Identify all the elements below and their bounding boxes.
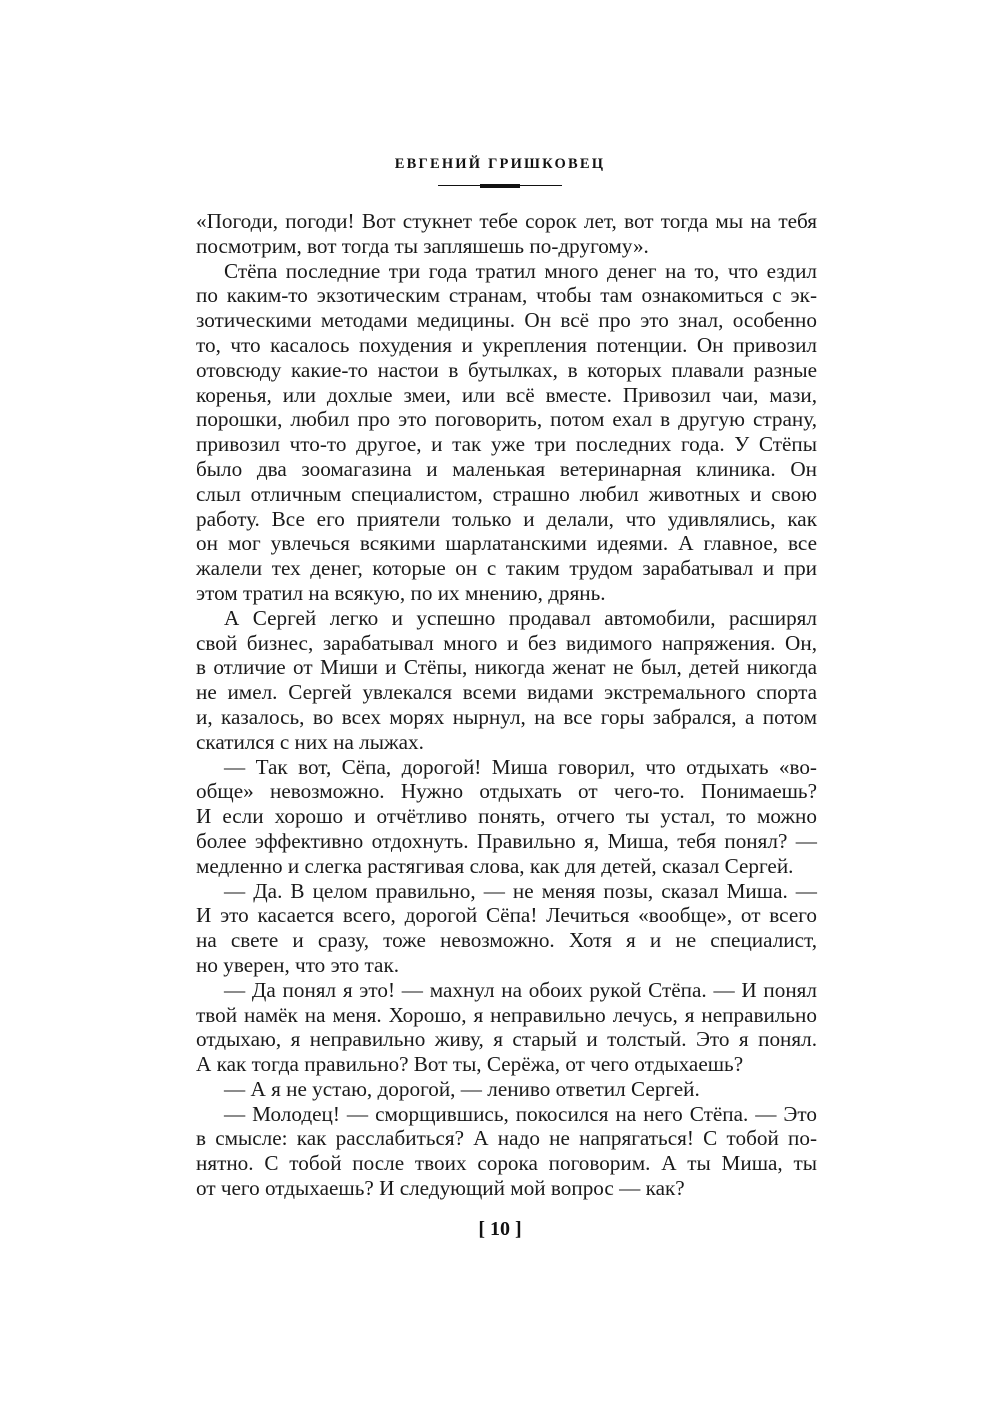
text-line: в отличие от Миши и Стёпы, никогда женат не был, детей никогда [196, 655, 817, 680]
text-line: посмотрим, вот тогда ты запляшешь по-другому». [196, 233, 649, 258]
paragraph [196, 1102, 817, 1201]
header-rule [438, 182, 562, 190]
paragraph [196, 606, 817, 755]
text-line: коренья, или дохлые змеи, или всё вместе. Привозил чаи, мази, [196, 382, 817, 407]
text-line: И если хорошо и отчётливо понять, отчего ты устал, то можно [196, 804, 817, 829]
paragraph [196, 978, 817, 1077]
text-line: — Да. В целом правильно, — не меняя позы, сказал Миша. — [224, 878, 817, 903]
text-line: было два зоомагазина и маленькая ветеринарная клиника. Он [196, 456, 817, 481]
body-text [196, 209, 817, 1201]
text-line: А как тогда правильно? Вот ты, Серёжа, от чего отдыхаешь? [196, 1052, 744, 1077]
text-line: зотическими методами медицины. Он всё про это знал, особенно [196, 308, 817, 333]
text-line: этом тратил на всякую, по их мнению, дрянь. [196, 580, 606, 605]
text-line: по каким-то экзотическим странам, чтобы там ознакомиться с эк- [196, 283, 817, 308]
text-line: но уверен, что это так. [196, 952, 400, 977]
text-line: жалели тех денег, которые он с таким трудом зарабатывал и при [196, 556, 817, 581]
text-line: отдыхаю, я неправильно живу, я старый и толстый. Это я понял. [196, 1027, 817, 1052]
text-line: — А я не устаю, дорогой, — лениво ответил Сергей. [224, 1076, 700, 1101]
text-line: на свете и сразу, тоже невозможно. Хотя я и не специалист, [196, 928, 817, 953]
text-line: слыл отличным специалистом, страшно любил животных и свою [196, 481, 817, 506]
text-line: нятно. С тобой после твоих сорока поговорим. А ты Миша, ты [196, 1151, 817, 1176]
text-line: Стёпа последние три года тратил много денег на то, что ездил [224, 258, 817, 283]
text-line: работу. Все его приятели только и делали, что удивлялись, как [196, 506, 817, 531]
paragraph [196, 259, 817, 606]
paragraph [196, 209, 817, 259]
paragraph [196, 1077, 817, 1102]
text-line: более эффективно отдохнуть. Правильно я, Миша, тебя понял? — [196, 828, 817, 853]
text-line: твой намёк на меня. Хорошо, я неправильно лечусь, я неправильно [196, 1002, 817, 1027]
header-rule-bar [480, 184, 520, 188]
text-line: в смысле: как расслабиться? А надо не напрягаться! С тобой по- [196, 1126, 817, 1151]
text-line: порошки, любил про это поговорить, потом ехал в другую страну, [196, 407, 817, 432]
page-number: [ 10 ] [478, 1218, 522, 1240]
paragraph [196, 879, 817, 978]
text-line: А Сергей легко и успешно продавал автомобили, расширял [224, 605, 817, 630]
text-line: и, казалось, во всех морях нырнул, на все горы забрался, а потом [196, 704, 817, 729]
text-line: то, что касалось похудения и укрепления потенции. Он привозил [196, 332, 817, 357]
text-line: отовсюду какие-то настои в бутылках, в которых плавали разные [196, 357, 817, 382]
text-line: от чего отдыхаешь? И следующий мой вопрос — как? [196, 1176, 685, 1201]
text-line: медленно и слегка растягивая слова, как для детей, сказал Сергей. [196, 853, 794, 878]
text-line: обще» невозможно. Нужно отдыхать от чего-то. Понимаешь? [196, 779, 817, 804]
text-line: «Погоди, погоди! Вот стукнет тебе сорок лет, вот тогда мы на тебя [196, 209, 817, 233]
text-line: скатился с них на лыжах. [196, 729, 424, 754]
text-line: — Да понял я это! — махнул на обоих рукой Стёпа. — И понял [224, 977, 817, 1002]
paragraph [196, 755, 817, 879]
text-line: он мог увлечься всякими шарлатанскими идеями. А главное, все [196, 531, 817, 556]
text-line: И это касается всего, дорогой Сёпа! Лечиться «вообще», от всего [196, 903, 817, 928]
text-line: не имел. Сергей увлекался всеми видами экстремального спорта [196, 680, 817, 705]
text-line: привозил что-то другое, и так уже три последних года. У Стёпы [196, 432, 817, 457]
running-head: ЕВГЕНИЙ ГРИШКОВЕЦ [394, 156, 606, 172]
text-line: — Молодец! — сморщившись, покосился на него Стёпа. — Это [224, 1101, 817, 1126]
text-line: свой бизнес, зарабатывал много и без видимого напряжения. Он, [196, 630, 817, 655]
text-line: — Так вот, Сёпа, дорогой! Миша говорил, что отдыхать «во- [224, 754, 817, 779]
